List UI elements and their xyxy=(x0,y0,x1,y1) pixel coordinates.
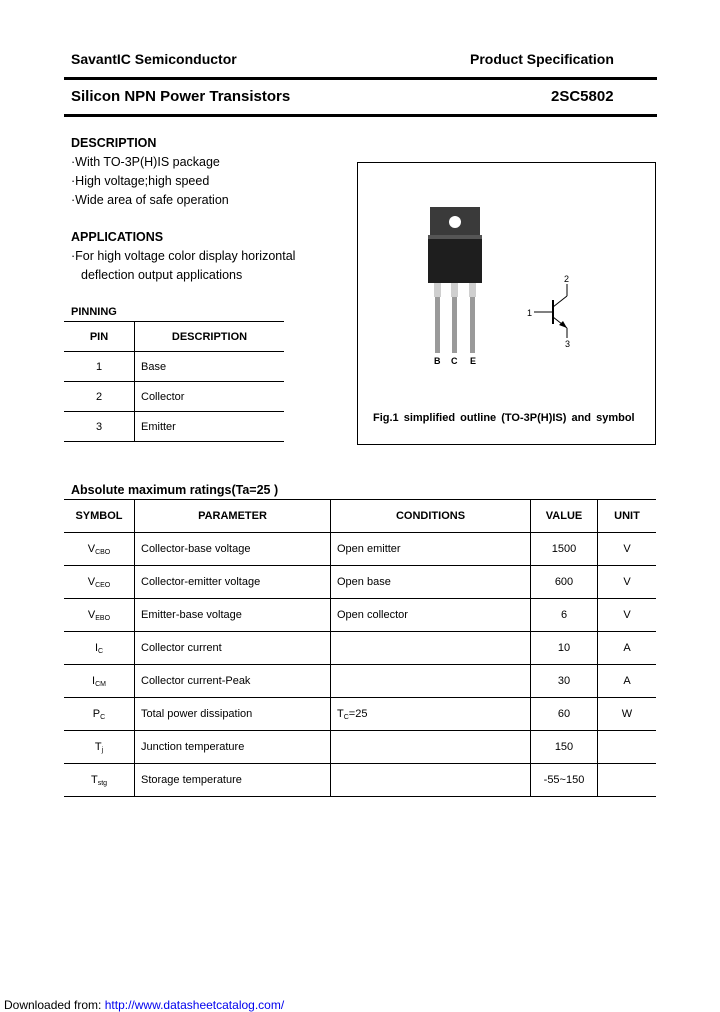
symbol-cell: $V_{EBO}$ xyxy=(64,599,135,632)
unit-cell: A xyxy=(598,632,657,665)
pin-description: Collector xyxy=(135,382,285,412)
column-header: UNIT xyxy=(598,500,657,533)
table-row xyxy=(64,599,656,632)
footer-link[interactable]: http://www.datasheetcatalog.com/ xyxy=(104,998,285,1012)
table-row xyxy=(64,533,656,566)
description-line: ·High voltage;high speed xyxy=(71,174,210,188)
symbol-pin-label: 2 xyxy=(564,274,570,284)
parameter-cell: Collector current-Peak xyxy=(135,665,331,698)
value-cell: 600 xyxy=(531,566,598,599)
table-row xyxy=(64,566,656,599)
column-header: SYMBOL xyxy=(64,500,135,533)
parameter-cell: Storage temperature xyxy=(135,764,331,797)
parameter-cell: Emitter-base voltage xyxy=(135,599,331,632)
column-header: VALUE xyxy=(531,500,598,533)
description-line: ·With TO-3P(H)IS package xyxy=(71,155,220,169)
unit-cell xyxy=(598,731,657,764)
unit-cell: V xyxy=(598,599,657,632)
unit-cell: V xyxy=(598,566,657,599)
table-header-row xyxy=(64,500,656,533)
header-rule-top xyxy=(64,77,657,80)
symbol-cell: $P_C$ xyxy=(64,698,135,731)
table-row xyxy=(64,632,656,665)
symbol-cell: $I_{CM}$ xyxy=(64,665,135,698)
conditions-cell: Open base xyxy=(331,566,531,599)
pin-number: 1 xyxy=(64,352,135,382)
mounting-hole xyxy=(449,216,461,228)
value-cell: 30 xyxy=(531,665,598,698)
ratings-table xyxy=(64,499,656,797)
parameter-cell: Junction temperature xyxy=(135,731,331,764)
pin-number: 3 xyxy=(64,412,135,442)
value-cell: 60 xyxy=(531,698,598,731)
applications-line: ·For high voltage color display horizontal xyxy=(71,249,296,263)
unit-cell: A xyxy=(598,665,657,698)
table-row xyxy=(64,412,284,442)
conditions-cell xyxy=(331,764,531,797)
description-heading: DESCRIPTION xyxy=(71,136,157,150)
ratings-title: Absolute maximum ratings(Ta=25 ) xyxy=(71,483,279,497)
table-row xyxy=(64,352,284,382)
symbol-pin-label: 1 xyxy=(527,308,533,318)
pin-description: Base xyxy=(135,352,285,382)
column-header: DESCRIPTION xyxy=(135,322,285,352)
conditions-cell: Open collector xyxy=(331,599,531,632)
conditions-cell: $T_C=25$ xyxy=(331,698,531,731)
symbol-cell: $V_{CEO}$ xyxy=(64,566,135,599)
value-cell: 150 xyxy=(531,731,598,764)
table-header-row xyxy=(64,322,284,352)
figure-box xyxy=(357,162,656,445)
table-row xyxy=(64,764,656,797)
download-footer xyxy=(4,998,284,1012)
conditions-cell xyxy=(331,731,531,764)
pin-description: Emitter xyxy=(135,412,285,442)
pinning-table xyxy=(64,321,284,442)
symbol-cell: $T_{stg}$ xyxy=(64,764,135,797)
table-row xyxy=(64,382,284,412)
conditions-cell xyxy=(331,632,531,665)
part-number: 2SC5802 xyxy=(551,88,614,105)
parameter-cell: Total power dissipation xyxy=(135,698,331,731)
value-cell: 1500 xyxy=(531,533,598,566)
footer-prefix: Downloaded from: xyxy=(4,998,102,1012)
table-row xyxy=(64,731,656,764)
column-header: CONDITIONS xyxy=(331,500,531,533)
symbol-cell: $I_C$ xyxy=(64,632,135,665)
value-cell: -55~150 xyxy=(531,764,598,797)
description-line: ·Wide area of safe operation xyxy=(71,193,229,207)
column-header: PARAMETER xyxy=(135,500,331,533)
figure-caption: Fig.1 simplified outline (TO-3P(H)IS) and symbol xyxy=(373,412,635,424)
header-rule-bottom xyxy=(64,114,657,117)
value-cell: 6 xyxy=(531,599,598,632)
unit-cell: V xyxy=(598,533,657,566)
lead-label: C xyxy=(451,356,458,366)
lead-label: B xyxy=(434,356,441,366)
pin-number: 2 xyxy=(64,382,135,412)
pinning-heading: PINNING xyxy=(71,306,117,318)
column-header: PIN xyxy=(64,322,135,352)
company-name: SavantIC Semiconductor xyxy=(71,51,237,67)
package-body xyxy=(428,235,482,283)
symbol-cell: $V_{CBO}$ xyxy=(64,533,135,566)
table-row xyxy=(64,665,656,698)
conditions-cell xyxy=(331,665,531,698)
parameter-cell: Collector-emitter voltage xyxy=(135,566,331,599)
symbol-cell: $T_j$ xyxy=(64,731,135,764)
npn-transistor-symbol xyxy=(522,272,582,348)
page-subtitle: Silicon NPN Power Transistors xyxy=(71,88,291,105)
applications-heading: APPLICATIONS xyxy=(71,230,164,244)
parameter-cell: Collector current xyxy=(135,632,331,665)
symbol-pin-label: 3 xyxy=(565,339,571,348)
value-cell: 10 xyxy=(531,632,598,665)
table-row xyxy=(64,698,656,731)
applications-line: deflection output applications xyxy=(81,268,243,282)
unit-cell xyxy=(598,764,657,797)
document-type: Product Specification xyxy=(470,51,614,67)
parameter-cell: Collector-base voltage xyxy=(135,533,331,566)
conditions-cell: Open emitter xyxy=(331,533,531,566)
lead-label: E xyxy=(470,356,477,366)
unit-cell: W xyxy=(598,698,657,731)
package-outline-drawing xyxy=(420,205,490,370)
